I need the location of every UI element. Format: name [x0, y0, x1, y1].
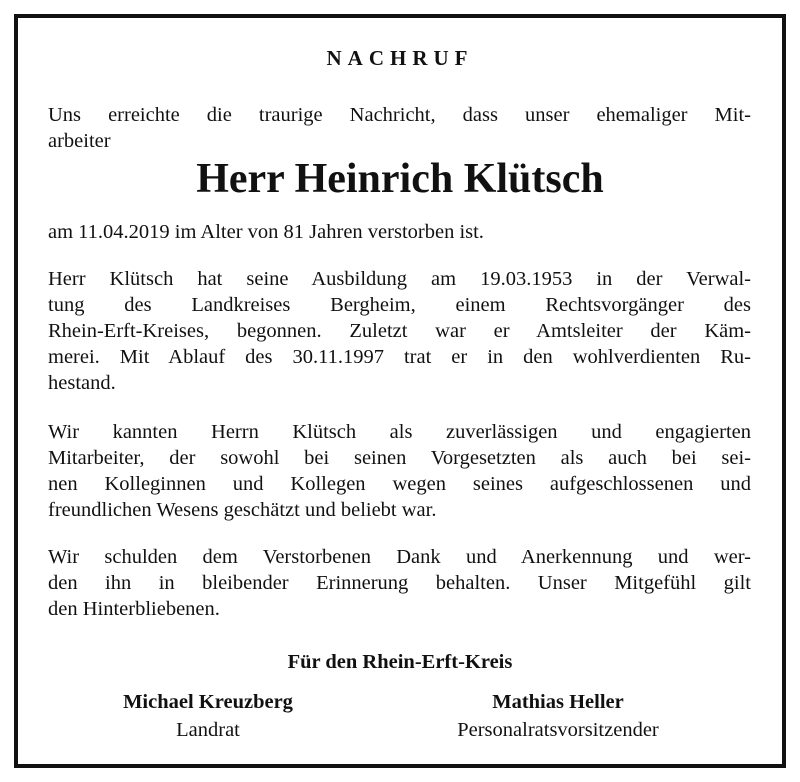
death-line: am 11.04.2019 im Alter von 81 Jahren verstorben ist. [48, 221, 484, 243]
deceased-name: Herr Heinrich Klütsch [196, 156, 604, 202]
paragraph-2-line-3: nen Kolleginnen und Kollegen wegen seines aufgeschlossenen und [48, 473, 751, 495]
paragraph-2-line-2: Mitarbeiter, der sowohl bei seinen Vorgesetzten als auch bei sei- [48, 447, 751, 469]
paragraph-3-line-1: Wir schulden dem Verstorbenen Dank und Anerkennung und wer- [48, 546, 751, 568]
paragraph-2-line-1: Wir kannten Herrn Klütsch als zuverlässigen und engagierten [48, 421, 751, 443]
notice-heading: NACHRUF [326, 46, 474, 70]
paragraph-1-line-1: Herr Klütsch hat seine Ausbildung am 19.03.1953 in der Verwal- [48, 268, 751, 290]
paragraph-3-line-3: den Hinterbliebenen. [48, 598, 220, 620]
paragraph-2-line-4: freundlichen Wesens geschätzt und beliebt war. [48, 499, 437, 521]
signatory-2-title: Personalratsvorsitzender [457, 719, 659, 741]
signatory-1-title: Landrat [176, 719, 240, 741]
paragraph-1-line-3: Rhein-Erft-Kreises, begonnen. Zuletzt war er Amtsleiter der Käm- [48, 320, 751, 342]
signatory-1-name: Michael Kreuzberg [123, 691, 293, 713]
paragraph-3-line-2: den ihn in bleibender Erinnerung behalten. Unser Mitgefühl gilt [48, 572, 751, 594]
signatory-2-name: Mathias Heller [492, 691, 624, 713]
paragraph-1-line-2: tung des Landkreises Bergheim, einem Rechtsvorgänger des [48, 294, 751, 316]
paragraph-1-line-4: merei. Mit Ablauf des 30.11.1997 trat er in den wohlverdienten Ru- [48, 346, 751, 368]
intro-line-2: arbeiter [48, 130, 111, 152]
signoff: Für den Rhein-Erft-Kreis [287, 651, 513, 673]
paragraph-1-line-5: hestand. [48, 372, 116, 394]
obituary-frame [14, 14, 786, 768]
intro-line-1: Uns erreichte die traurige Nachricht, dass unser ehemaliger Mit- [48, 104, 751, 126]
